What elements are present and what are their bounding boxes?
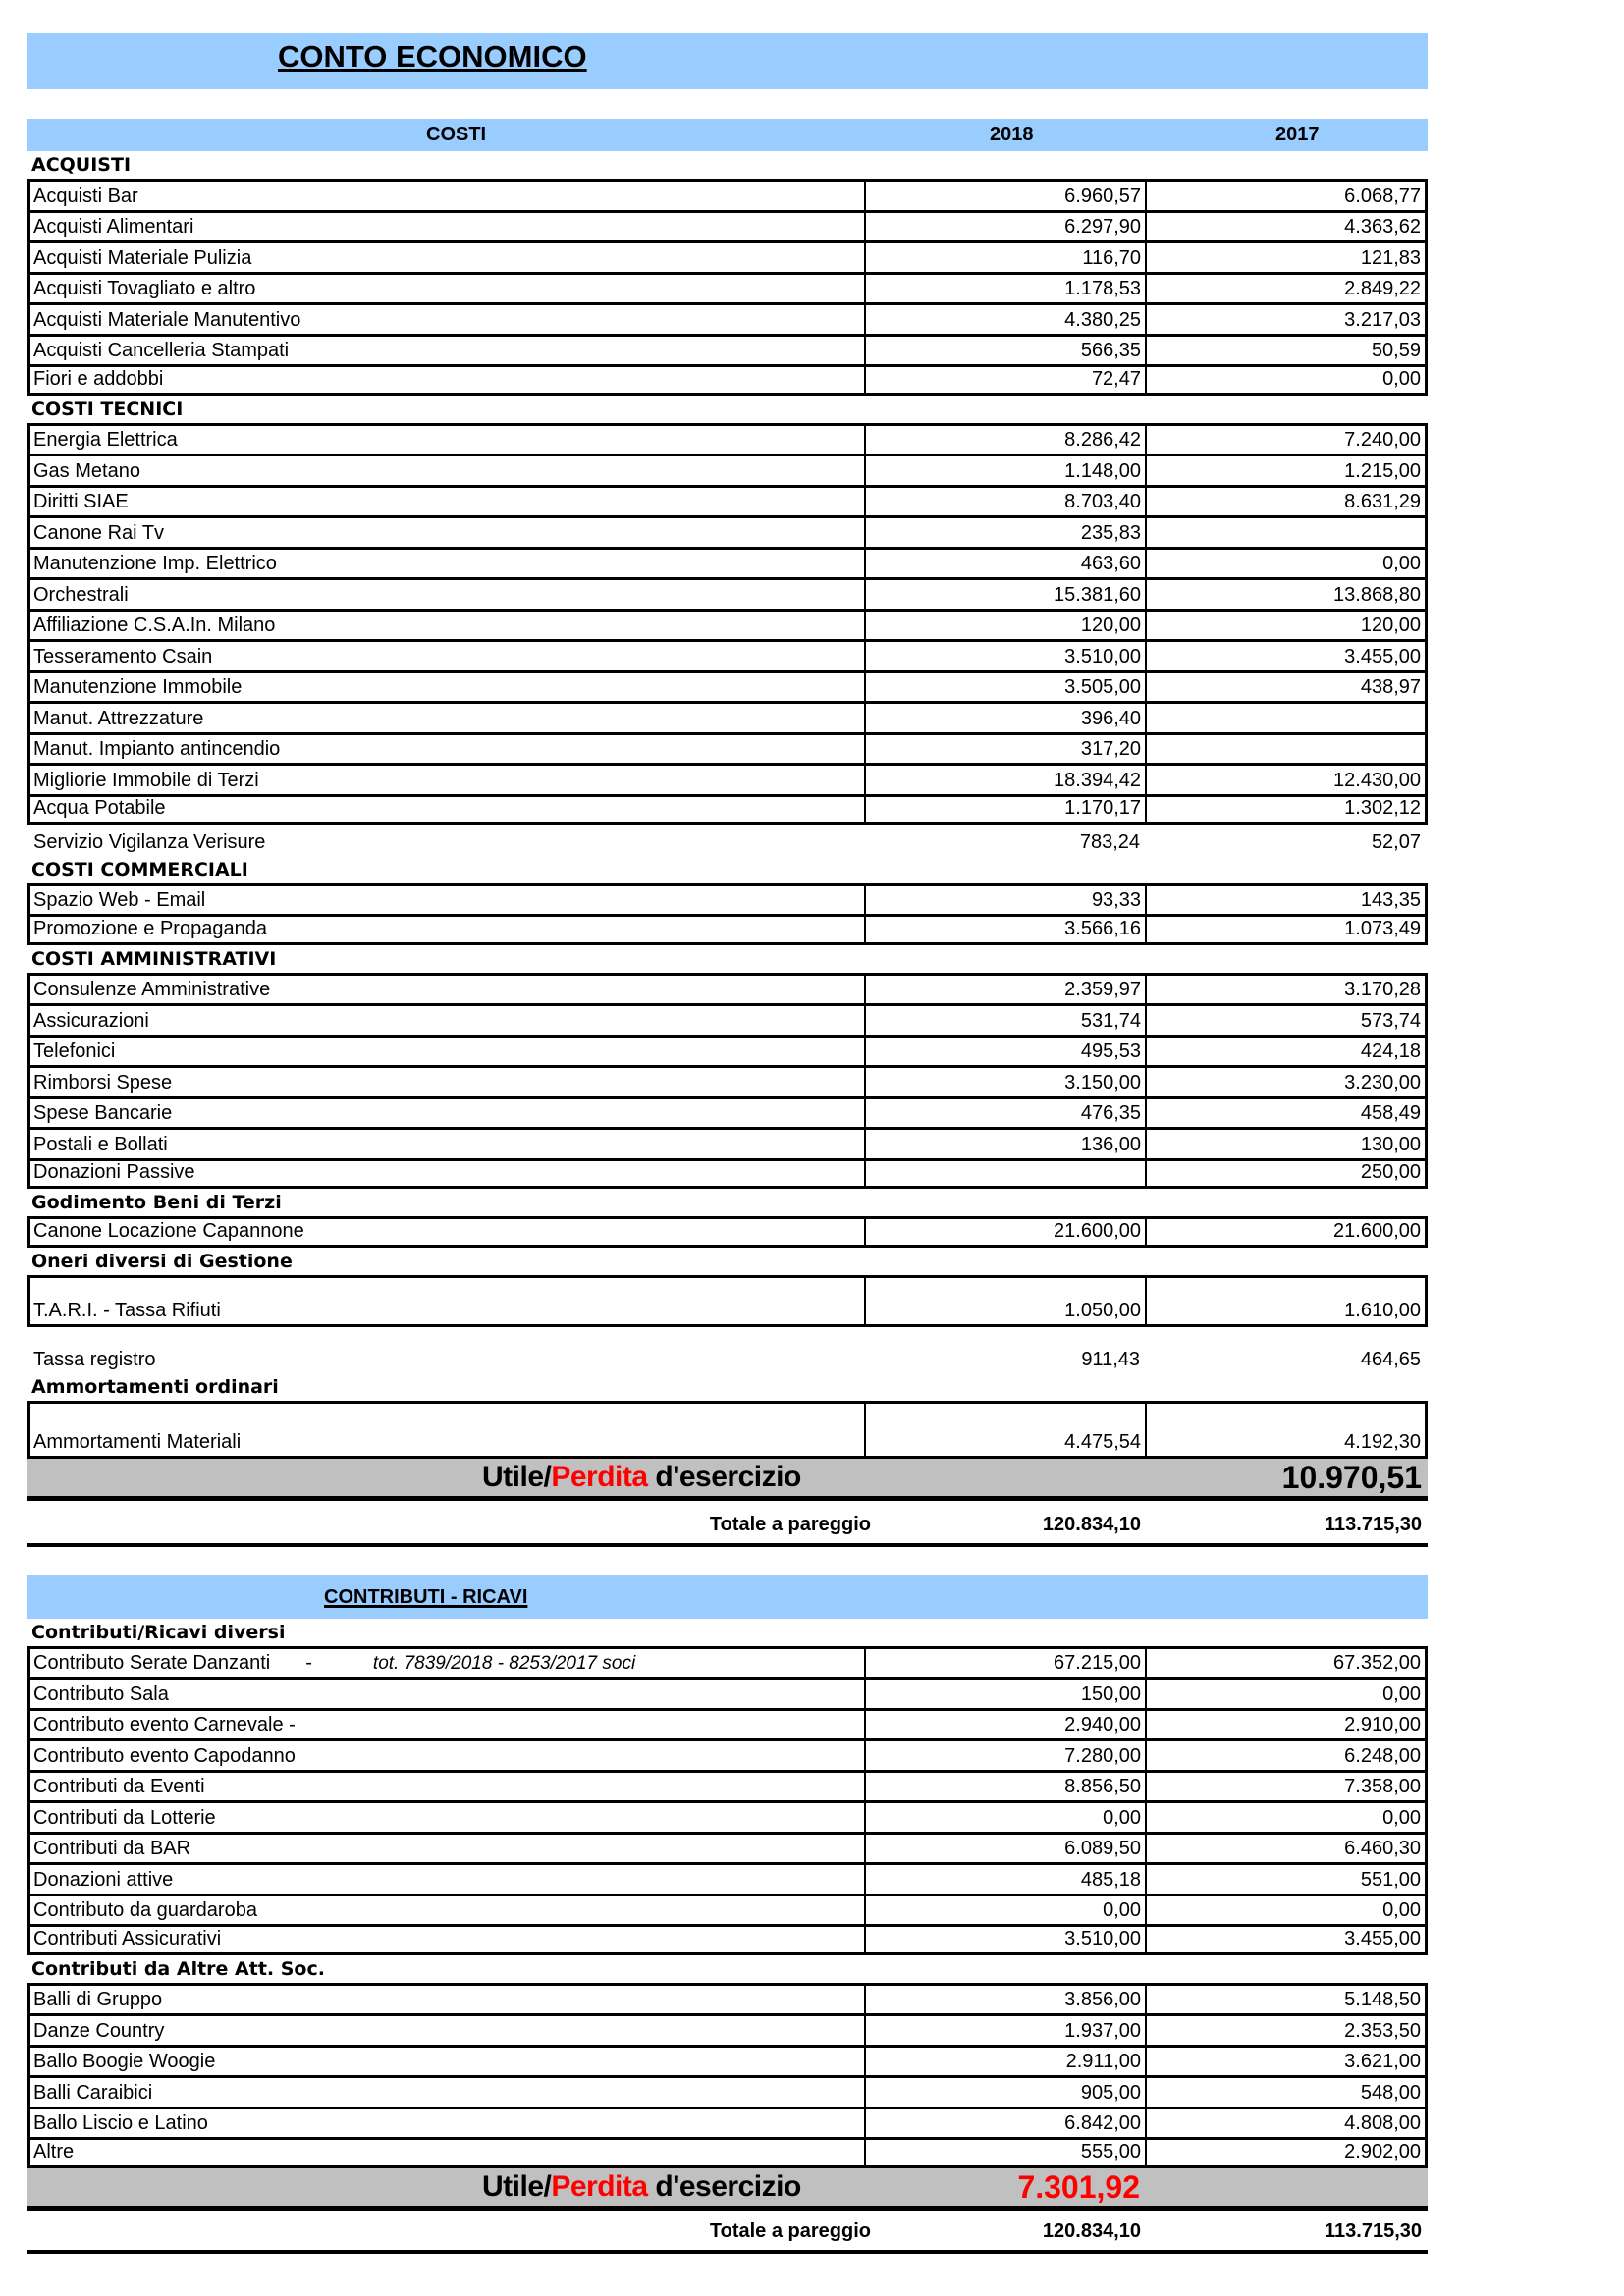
- table-row: [27, 1894, 1428, 1925]
- value-2018: 463,60: [866, 550, 1147, 578]
- table-row: [27, 973, 1428, 1004]
- value-2018: 116,70: [866, 243, 1147, 272]
- table-row: [27, 1035, 1428, 1066]
- costi-body: [27, 151, 1428, 1459]
- value-2018: 235,83: [866, 518, 1147, 547]
- table-row: [27, 1832, 1428, 1863]
- row-label: [30, 1649, 866, 1678]
- row-label: Ballo Boogie Woogie: [30, 2048, 866, 2076]
- value-2017: 2.353,50: [1344, 2019, 1421, 2042]
- row-label: Contributo da guardaroba: [30, 1896, 866, 1925]
- utile-value-2018: 7.301,92: [1017, 2168, 1140, 2205]
- row-label: Acquisti Cancelleria Stampati: [30, 337, 866, 365]
- row-label: Postali e Bollati: [30, 1130, 866, 1158]
- value-2018: 93,33: [866, 886, 1147, 915]
- row-label: Contributo evento Capodanno: [30, 1741, 866, 1770]
- section-title: COSTI AMMINISTRATIVI: [31, 947, 277, 970]
- table-row: [27, 670, 1428, 702]
- row-label: Consulenze Amministrative: [30, 976, 866, 1004]
- value-2018: 783,24: [1079, 830, 1140, 853]
- table-row: [27, 577, 1428, 609]
- total-2018: 120.834,10: [1042, 1513, 1141, 1535]
- table-row: [27, 2107, 1428, 2138]
- value-2017: 12.430,00: [1333, 769, 1421, 791]
- value-2017: 464,65: [1360, 1348, 1421, 1370]
- value-2017: 3.621,00: [1344, 2051, 1421, 2072]
- value-2018: [866, 1161, 1147, 1187]
- value-2018: 18.394,42: [866, 766, 1147, 794]
- utile-label: Utile/Perdita d'esercizio: [482, 1460, 801, 1493]
- value-2017: 551,00: [1360, 1868, 1421, 1891]
- value-2018: 8.286,42: [866, 426, 1147, 454]
- section-title: ACQUISTI: [31, 154, 132, 176]
- row-label: Tassa registro: [33, 1348, 156, 1370]
- total-label: Totale a pareggio: [709, 2219, 871, 2242]
- table-row: [27, 210, 1428, 241]
- value-2017: 458,49: [1360, 1102, 1421, 1124]
- value-2017: 2.902,00: [1344, 2140, 1421, 2163]
- page-title: CONTO ECONOMICO: [278, 39, 587, 74]
- value-2017: 250,00: [1360, 1161, 1421, 1183]
- table-row: [27, 2137, 1428, 2168]
- row-label: Altre: [30, 2140, 866, 2165]
- table-row: [27, 609, 1428, 640]
- row-label: Manut. Attrezzature: [30, 704, 866, 732]
- table-row: [27, 1677, 1428, 1708]
- row-label: Contributi Assicurativi: [30, 1927, 866, 1952]
- value-2018: 7.280,00: [866, 1741, 1147, 1770]
- row-label: Rimborsi Spese: [30, 1068, 866, 1096]
- row-label: Contributi da Lotterie: [30, 1803, 866, 1832]
- row-label: Contributo evento Carnevale -: [30, 1711, 866, 1739]
- value-2018: 8.856,50: [866, 1773, 1147, 1801]
- value-2018: 555,00: [866, 2140, 1147, 2165]
- section-title: Godimento Beni di Terzi: [31, 1192, 282, 1213]
- section-title: Contributi da Altre Att. Soc.: [31, 1957, 325, 1980]
- costi-total-row: [27, 1501, 1428, 1547]
- row-dash: -: [305, 1652, 312, 1674]
- value-2018: 531,74: [866, 1006, 1147, 1035]
- table-row: [27, 1127, 1428, 1158]
- ricavi-header-label: CONTRIBUTI - RICAVI: [324, 1585, 528, 1608]
- ricavi-total-row: [27, 2211, 1428, 2254]
- value-2018: 2.911,00: [866, 2048, 1147, 2076]
- table-row: [27, 1096, 1428, 1128]
- table-row: [27, 1708, 1428, 1739]
- row-label: Diritti SIAE: [30, 488, 866, 516]
- value-2017: 1.610,00: [1344, 1299, 1421, 1321]
- column-header-2017: 2017: [1275, 124, 1320, 145]
- row-label: Acquisti Bar: [30, 182, 866, 210]
- income-statement: [27, 33, 1428, 2254]
- row-label: Servizio Vigilanza Verisure: [33, 830, 266, 853]
- value-2017: 8.631,29: [1344, 491, 1421, 512]
- row-label: Affiliazione C.S.A.In. Milano: [30, 612, 866, 640]
- table-row: [27, 914, 1428, 945]
- table-row: [27, 732, 1428, 764]
- row-label: Contributi da Eventi: [30, 1773, 866, 1801]
- value-2018: 136,00: [866, 1130, 1147, 1158]
- table-row: [27, 1800, 1428, 1832]
- value-2017: 1.215,00: [1344, 459, 1421, 482]
- row-label: Manutenzione Immobile: [30, 673, 866, 702]
- section-title: Ammortamenti ordinari: [31, 1375, 279, 1398]
- table-row: [27, 1065, 1428, 1096]
- value-2018: 495,53: [866, 1038, 1147, 1066]
- value-2018: 6.297,90: [866, 213, 1147, 241]
- table-row: [27, 179, 1428, 210]
- table-row: [27, 515, 1428, 547]
- value-2018: 317,20: [866, 735, 1147, 764]
- value-2017: 2.849,22: [1344, 278, 1421, 299]
- title-band: [27, 33, 1428, 89]
- table-row-unbordered: [27, 1327, 1428, 1373]
- value-2017: 143,35: [1360, 889, 1421, 911]
- value-2018: 3.510,00: [866, 1927, 1147, 1952]
- value-2017: 50,59: [1371, 340, 1421, 361]
- table-row: [27, 1401, 1428, 1459]
- ricavi-utile-row: [27, 2168, 1428, 2211]
- row-label: Canone Rai Tv: [30, 518, 866, 547]
- value-2018: 396,40: [866, 704, 1147, 732]
- column-header-2018: 2018: [990, 124, 1034, 145]
- value-2017: 4.808,00: [1344, 2112, 1421, 2134]
- ricavi-body: [27, 1619, 1428, 2168]
- table-row: [27, 364, 1428, 396]
- table-row: [27, 547, 1428, 578]
- value-2018: 3.150,00: [866, 1068, 1147, 1096]
- value-2018: 0,00: [866, 1803, 1147, 1832]
- row-label: Manutenzione Imp. Elettrico: [30, 550, 866, 578]
- table-row: [27, 1738, 1428, 1770]
- costi-header: [27, 119, 1428, 151]
- row-label: Manut. Impianto antincendio: [30, 735, 866, 764]
- row-label: Promozione e Propaganda: [30, 917, 866, 942]
- value-2018: 67.215,00: [866, 1649, 1147, 1678]
- section-title: Oneri diversi di Gestione: [31, 1250, 293, 1272]
- row-label: Orchestrali: [30, 580, 866, 609]
- table-row: [27, 302, 1428, 334]
- value-2018: 485,18: [866, 1865, 1147, 1894]
- row-label: Donazioni attive: [30, 1865, 866, 1894]
- value-2018: 21.600,00: [866, 1219, 1147, 1245]
- value-2017: 6.068,77: [1344, 185, 1421, 207]
- table-row: [27, 334, 1428, 365]
- value-2017: [1147, 704, 1425, 732]
- section-title: COSTI COMMERCIALI: [31, 858, 248, 881]
- value-2017: 0,00: [1382, 553, 1421, 574]
- value-2018: 3.856,00: [866, 1986, 1147, 2014]
- table-row: [27, 1983, 1428, 2014]
- value-2017: 0,00: [1382, 367, 1421, 390]
- value-2018: 4.475,54: [866, 1404, 1147, 1456]
- value-2018: 8.703,40: [866, 488, 1147, 516]
- table-row: [27, 1003, 1428, 1035]
- total-2018: 120.834,10: [1042, 2219, 1141, 2242]
- table-row: [27, 1158, 1428, 1190]
- table-row: [27, 1862, 1428, 1894]
- row-label: Acquisti Materiale Manutentivo: [30, 305, 866, 334]
- value-2018: 2.359,97: [866, 976, 1147, 1004]
- value-2017: [1147, 518, 1425, 547]
- table-row: [27, 1646, 1428, 1678]
- value-2018: 150,00: [866, 1680, 1147, 1708]
- table-row: [27, 2075, 1428, 2107]
- value-2017: 121,83: [1360, 246, 1421, 269]
- utile-value-2017: 10.970,51: [1281, 1459, 1422, 1495]
- table-row: [27, 639, 1428, 670]
- table-row: [27, 485, 1428, 516]
- value-2017: 52,07: [1371, 830, 1421, 853]
- value-2017: 0,00: [1382, 1806, 1421, 1829]
- value-2017: 438,97: [1360, 676, 1421, 698]
- value-2017: 0,00: [1382, 1899, 1421, 1921]
- table-row: [27, 763, 1428, 794]
- value-2017: 424,18: [1360, 1041, 1421, 1062]
- table-row: [27, 1275, 1428, 1327]
- table-row: [27, 1216, 1428, 1248]
- value-2018: 2.940,00: [866, 1711, 1147, 1739]
- value-2018: 905,00: [866, 2078, 1147, 2107]
- row-label: Contributi da BAR: [30, 1835, 866, 1863]
- value-2017: 1.073,49: [1344, 917, 1421, 939]
- value-2017: 130,00: [1360, 1133, 1421, 1155]
- value-2018: 15.381,60: [866, 580, 1147, 609]
- row-label: Acquisti Alimentari: [30, 213, 866, 241]
- value-2017: [1147, 735, 1425, 764]
- table-row: [27, 2045, 1428, 2076]
- value-2017: 3.230,00: [1344, 1071, 1421, 1094]
- value-2017: 4.192,30: [1344, 1430, 1421, 1453]
- value-2018: 4.380,25: [866, 305, 1147, 334]
- table-row: [27, 2013, 1428, 2045]
- value-2017: 0,00: [1382, 1682, 1421, 1705]
- row-label: Gas Metano: [30, 456, 866, 485]
- row-label: Spese Bancarie: [30, 1099, 866, 1128]
- value-2018: 6.089,50: [866, 1835, 1147, 1863]
- value-2018: 72,47: [866, 367, 1147, 393]
- value-2017: 4.363,62: [1344, 216, 1421, 238]
- value-2018: 6.842,00: [866, 2109, 1147, 2138]
- row-label: Contributo Sala: [30, 1680, 866, 1708]
- value-2017: 548,00: [1360, 2081, 1421, 2104]
- row-label: Acquisti Materiale Pulizia: [30, 243, 866, 272]
- value-2018: 476,35: [866, 1099, 1147, 1128]
- total-2017: 113.715,30: [1325, 1513, 1422, 1535]
- value-2018: 6.960,57: [866, 182, 1147, 210]
- ricavi-header: [27, 1575, 1428, 1619]
- value-2018: 3.505,00: [866, 673, 1147, 702]
- table-row: [27, 240, 1428, 272]
- value-2017: 3.170,28: [1344, 979, 1421, 1000]
- total-2017: 113.715,30: [1325, 2219, 1422, 2242]
- row-label: Assicurazioni: [30, 1006, 866, 1035]
- value-2017: 573,74: [1360, 1009, 1421, 1032]
- section-title: Contributi/Ricavi diversi: [31, 1621, 286, 1643]
- value-2018: 120,00: [866, 612, 1147, 640]
- row-label: Acqua Potabile: [30, 797, 866, 823]
- table-row: [27, 883, 1428, 915]
- value-2018: 911,43: [1081, 1348, 1140, 1370]
- value-2017: 13.868,80: [1333, 583, 1421, 606]
- row-note: tot. 7839/2018 - 8253/2017 soci: [372, 1653, 636, 1674]
- row-label: Ammortamenti Materiali: [30, 1404, 866, 1456]
- value-2017: 21.600,00: [1333, 1219, 1421, 1242]
- row-label: Migliorie Immobile di Terzi: [30, 766, 866, 794]
- row-label: Fiori e addobbi: [30, 367, 866, 393]
- value-2018: 566,35: [866, 337, 1147, 365]
- value-2018: 3.566,16: [866, 917, 1147, 942]
- row-label: Tesseramento Csain: [30, 642, 866, 670]
- value-2017: 3.217,03: [1344, 308, 1421, 331]
- row-label: Energia Elettrica: [30, 426, 866, 454]
- row-label: Canone Locazione Capannone: [30, 1219, 866, 1245]
- value-2018: 1.937,00: [866, 2016, 1147, 2045]
- row-label: Balli Caraibici: [30, 2078, 866, 2107]
- value-2017: 6.248,00: [1344, 1744, 1421, 1767]
- table-row-unbordered: [27, 825, 1428, 856]
- value-2018: 3.510,00: [866, 642, 1147, 670]
- value-2018: 0,00: [866, 1896, 1147, 1925]
- row-label: Donazioni Passive: [30, 1161, 866, 1187]
- utile-label: Utile/Perdita d'esercizio: [482, 2169, 801, 2203]
- value-2017: 1.302,12: [1344, 797, 1421, 819]
- costi-utile-row: [27, 1459, 1428, 1501]
- table-row: [27, 794, 1428, 826]
- value-2017: 5.148,50: [1344, 1989, 1421, 2010]
- value-2017: 120,00: [1360, 614, 1421, 636]
- row-label: Balli di Gruppo: [30, 1986, 866, 2014]
- row-label: Danze Country: [30, 2016, 866, 2045]
- table-row: [27, 423, 1428, 454]
- table-row: [27, 1924, 1428, 1955]
- table-row: [27, 454, 1428, 485]
- costi-header-label: COSTI: [426, 124, 487, 145]
- value-2017: 3.455,00: [1344, 645, 1421, 667]
- table-row: [27, 272, 1428, 303]
- row-label: Spazio Web - Email: [30, 886, 866, 915]
- value-2018: 1.170,17: [866, 797, 1147, 823]
- value-2018: 1.148,00: [866, 456, 1147, 485]
- value-2018: 1.050,00: [866, 1278, 1147, 1324]
- section-title: COSTI TECNICI: [31, 398, 184, 420]
- row-label: Acquisti Tovagliato e altro: [30, 275, 866, 303]
- row-label-text: Contributo Serate Danzanti: [33, 1652, 271, 1674]
- value-2018: 1.178,53: [866, 275, 1147, 303]
- value-2017: 7.358,00: [1344, 1776, 1421, 1797]
- table-row: [27, 701, 1428, 732]
- value-2017: 67.352,00: [1333, 1652, 1421, 1674]
- value-2017: 6.460,30: [1344, 1838, 1421, 1859]
- row-label: Ballo Liscio e Latino: [30, 2109, 866, 2138]
- row-label: T.A.R.I. - Tassa Rifiuti: [30, 1278, 866, 1324]
- total-label: Totale a pareggio: [709, 1513, 871, 1535]
- value-2017: 7.240,00: [1344, 429, 1421, 451]
- value-2017: 3.455,00: [1344, 1927, 1421, 1949]
- value-2017: 2.910,00: [1344, 1714, 1421, 1735]
- row-label: Telefonici: [30, 1038, 866, 1066]
- table-row: [27, 1770, 1428, 1801]
